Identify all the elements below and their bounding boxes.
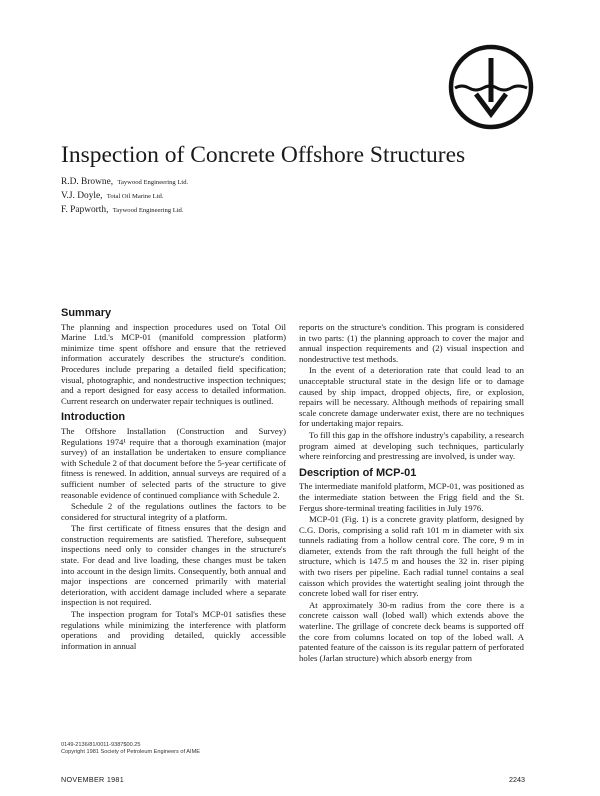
author-name: F. Papworth,	[61, 205, 109, 215]
section-heading-summary: Summary	[61, 307, 112, 319]
body-paragraph: At approximately 30-m radius from the core there is a concrete caisson wall (lobed wall) which extends above the waterline. The grillage of concrete deck beams is supported off the core from columns located on top of the lobed wall. A patented feature of the caisson is its regular pattern of perforated holes (Jarlan structure) which absorb energy from	[299, 599, 524, 663]
summary-paragraph: The planning and inspection procedures used on Total Oil Marine Ltd.'s MCP-01 (manifold compression platform) minimize time spent offshore and ensure that the retrieved information accurately describes the structure's condition. Procedures include preparing a detailed field specification; visual, photographic, and nondestructive inspection techniques; and a report designed for easy access to detailed information. Current research on underwater repair techniques is outlined.	[61, 321, 286, 406]
body-paragraph: Schedule 2 of the regulations outlines the factors to be considered for structural integrity of a platform.	[61, 501, 286, 522]
author-affiliation: Taywood Engineering Ltd.	[117, 179, 189, 186]
author-entry	[61, 203, 188, 217]
body-paragraph: The intermediate manifold platform, MCP-01, was positioned as the intermediate station between the Frigg field and the St. Fergus shore-terminal treating facilities in July 1976.	[299, 481, 524, 513]
author-affiliation: Total Oil Marine Ltd.	[106, 193, 164, 200]
down-arrow-water-emblem-icon	[448, 44, 534, 130]
author-entry	[61, 175, 188, 189]
author-affiliation: Taywood Engineering Ltd.	[112, 207, 184, 214]
body-paragraph: In the event of a deterioration rate that could lead to an unacceptable structural state in the design life or to damage caused by ship impact, dropped objects, fire, or explosion, repairs will be necessary. Although methods of repairing small scale concrete damage underwater exist, there are no techniques for undertaking major repairs.	[299, 365, 524, 429]
left-column	[61, 308, 286, 652]
section-heading-introduction: Introduction	[61, 411, 126, 424]
author-list	[61, 175, 188, 217]
copyright-footnote	[61, 742, 200, 756]
body-paragraph: reports on the structure's condition. This program is considered in two parts: (1) the planning approach to cover the major and annual inspection requirements and (2) visual inspection and nondestructive test methods.	[299, 322, 524, 364]
section-heading-description: Description of MCP-01	[299, 466, 417, 479]
footer-date: NOVEMBER 1981	[61, 775, 125, 784]
footnote-copyright: Copyright 1981 Society of Petroleum Engineers of AIME	[61, 749, 200, 755]
page-title: Inspection of Concrete Offshore Structures	[61, 142, 466, 168]
body-paragraph: The Offshore Installation (Construction and Survey) Regulations 1974¹ require that a thorough examination (major survey) of an installation be undertaken to ensure compliance with Schedule 2 of that document before the 5-year certificate of fitness is renewed. In addition, annual surveys are required of a sufficient number of selected parts of the structure to give reasonable evidence of continued compliance with Schedule 2.	[61, 425, 286, 500]
body-paragraph: The inspection program for Total's MCP-01 satisfies these regulations while minimizing the interference with platform operations and providing detailed, quickly accessible information in annual	[61, 609, 286, 651]
journal-logo	[448, 44, 534, 130]
right-column	[299, 322, 524, 664]
page-number: 2243	[509, 775, 525, 784]
body-paragraph: To fill this gap in the offshore industry's capability, a research program aimed at developing such techniques, particularly where reinforcing and prestressing are involved, is under way.	[299, 429, 524, 462]
body-paragraph: The first certificate of fitness ensures that the design and construction requirements are satisfied. Therefore, subsequent inspections need only to consider changes in the structure's state. For dead and live loading, these changes must be taken into account in the design limits. Consequently, both annual and major inspections are concerned primarily with material deterioration, with accident damage included where a separate inspection is not required.	[61, 523, 286, 608]
author-entry	[61, 189, 188, 203]
author-name: V.J. Doyle,	[61, 191, 103, 201]
body-paragraph: MCP-01 (Fig. 1) is a concrete gravity platform, designed by C.G. Doris, comprising a solid raft 101 m in diameter with six tunnels radiating from a hollow central core. The core, 9 m in diameter, extends from the raft through the full height of the structure, which is 147.5 m and houses the 32 in. riser piping with two risers per pipeline. Each radial tunnel contains a seal caisson which provides the watertight sealing joint through the concrete lobed wall for riser entry.	[299, 514, 524, 599]
author-name: R.D. Browne,	[61, 177, 114, 187]
footnote-code: 0149-2136/81/0011-9387$00.25	[61, 742, 141, 748]
